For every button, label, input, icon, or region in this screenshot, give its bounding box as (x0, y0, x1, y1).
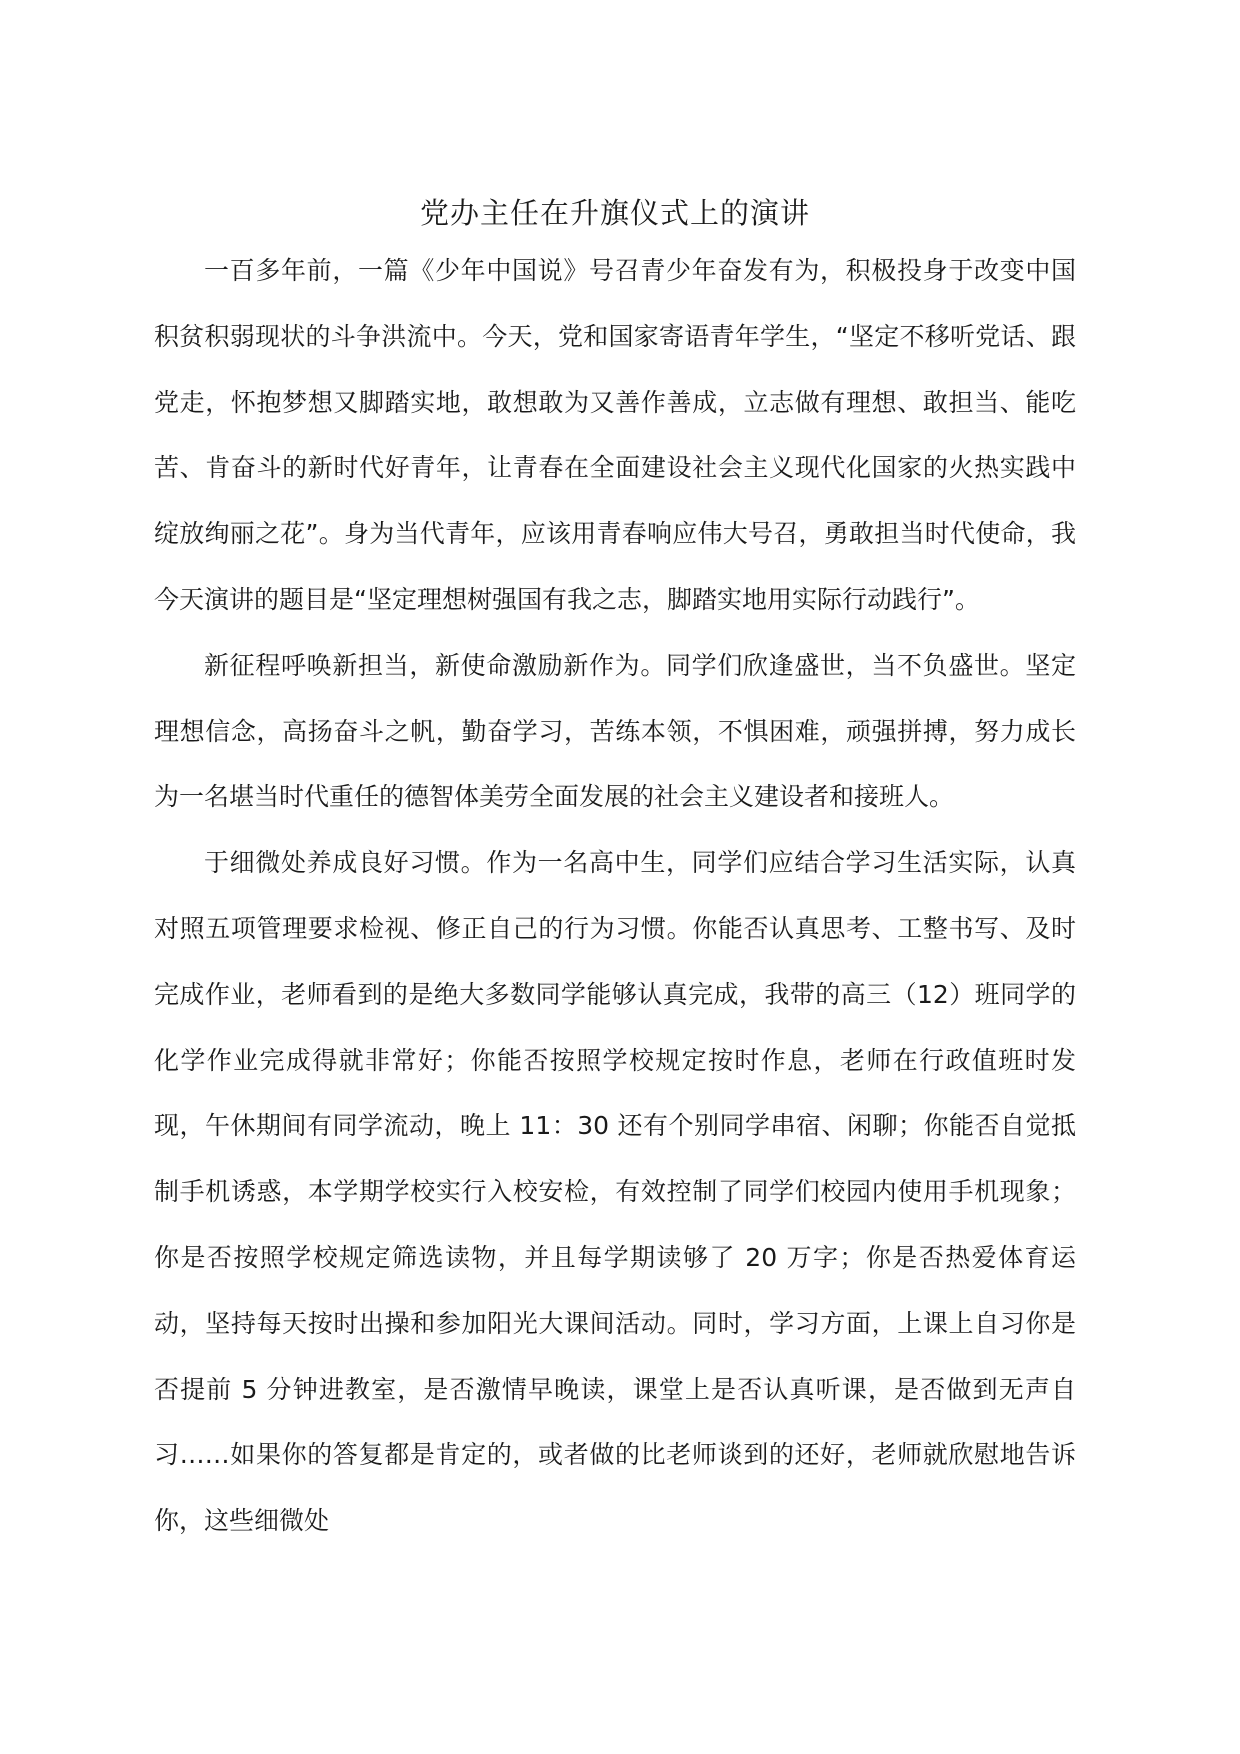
paragraph-3: 于细微处养成良好习惯。作为一名高中生，同学们应结合学习生活实际，认真对照五项管理要求检视、修正自己的行为习惯。你能否认真思考、工整书写、及时完成作业，老师看到的是绝大多数同学能够认真完成，我带的高三（12）班同学的化学作业完成得就非常好；你能否按照学校规定按时作息，老师在行政值班时发现，午休期间有同学流动，晚上 11：30 还有个别同学串宿、闲聊；你能否自觉抵制手机诱惑，本学期学校实行入校安检，有效控制了同学们校园内使用手机现象；你是否按照学校规定筛选读物，并且每学期读够了 20 万字；你是否热爱体育运动，坚持每天按时出操和参加阳光大课间活动。同时，学习方面，上课上自习你是否提前 5 分钟进教室，是否激情早晚读，课堂上是否认真听课，是否做到无声自习……如果你的答复都是肯定的，或者做的比老师谈到的还好，老师就欣慰地告诉你，这些细微处 (154, 848, 1076, 1536)
document-title: 党办主任在升旗仪式上的演讲 (419, 196, 810, 230)
paragraph-2: 新征程呼唤新担当，新使命激励新作为。同学们欣逢盛世，当不负盛世。坚定理想信念，高扬奋斗之帆，勤奋学习，苦练本领，不惧困难，顽强拼搏，努力成长为一名堪当时代重任的德智体美劳全面发展的社会主义建设者和接班人。 (154, 650, 1076, 812)
document-body (154, 188, 1076, 1554)
paragraph-1: 一百多年前，一篇《少年中国说》号召青少年奋发有为，积极投身于改变中国积贫积弱现状的斗争洪流中。今天，党和国家寄语青年学生，“坚定不移听党话、跟党走，怀抱梦想又脚踏实地，敢想敢为又善作善成，立志做有理想、敢担当、能吃苦、肯奋斗的新时代好青年，让青春在全面建设社会主义现代化国家的火热实践中绽放绚丽之花”。身为当代青年，应该用青春响应伟大号召，勇敢担当时代使命，我今天演讲的题目是“坚定理想树强国有我之志，脚踏实地用实际行动践行”。 (154, 256, 1076, 614)
